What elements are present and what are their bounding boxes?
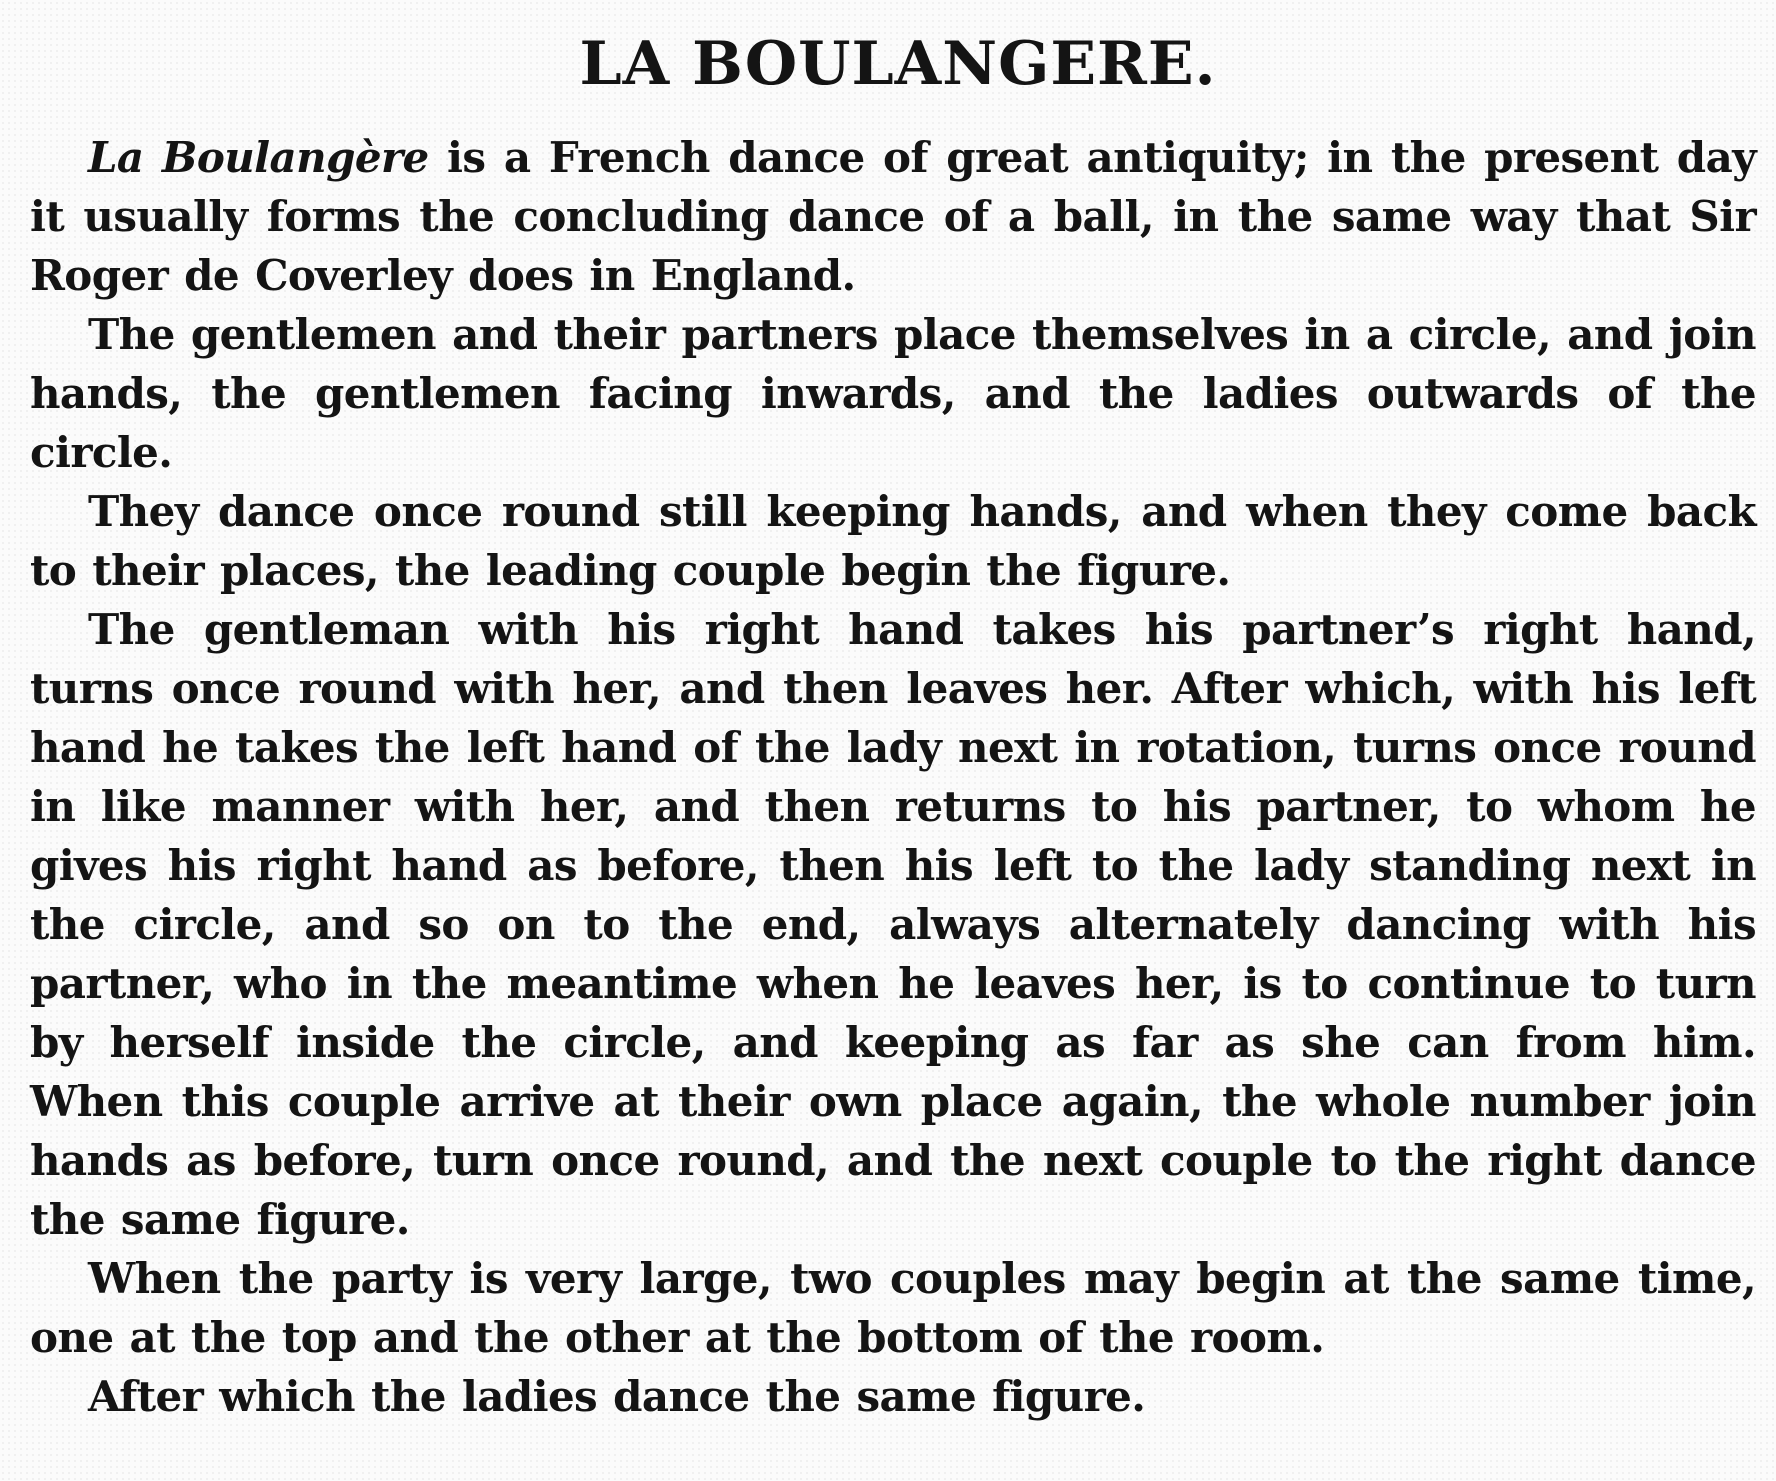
paragraph-1-text: is a French dance of great antiquity; in the present day it usually forms the concluding dance of a ball, in the same way that Sir Roger de Coverley does in England.: [30, 133, 1756, 300]
document-title: LA BOULANGERE.: [579, 29, 1217, 99]
paragraph-2: [30, 305, 1756, 482]
paragraph-1-lead-italic: La Boulangère: [88, 133, 429, 182]
paragraph-5-text: When the party is very large, two couples may begin at the same time, one at the top and the other at the bottom of the room.: [30, 1254, 1756, 1362]
paragraph-3: [30, 482, 1756, 600]
paragraph-1: [30, 128, 1756, 305]
paragraph-6-text: After which the ladies dance the same figure.: [88, 1372, 1146, 1421]
paragraph-4: [30, 600, 1756, 1249]
paragraph-2-text: The gentlemen and their partners place themselves in a circle, and join hands, the gentlemen facing inwards, and the ladies outwards of the circle.: [30, 310, 1756, 477]
paragraph-3-text: They dance once round still keeping hands, and when they come back to their places, the leading couple begin the figure.: [30, 487, 1756, 595]
paragraph-4-text: The gentleman with his right hand takes his partner’s right hand, turns once round with her, and then leaves her. After which, with his left hand he takes the left hand of the lady next in rotation, turns once round in like manner with her, and then returns to his partner, to whom he gives his right hand as before, then his left to the lady standing next in the circle, and so on to the end, always alternately dancing with his partner, who in the meantime when he leaves her, is to continue to turn by herself inside the circle, and keeping as far as she can from him. When this couple arrive at their own place again, the whole number join hands as before, turn once round, and the next couple to the right dance the same figure.: [30, 605, 1756, 1244]
paragraph-5: [30, 1249, 1756, 1367]
paragraph-6: [30, 1367, 1756, 1426]
